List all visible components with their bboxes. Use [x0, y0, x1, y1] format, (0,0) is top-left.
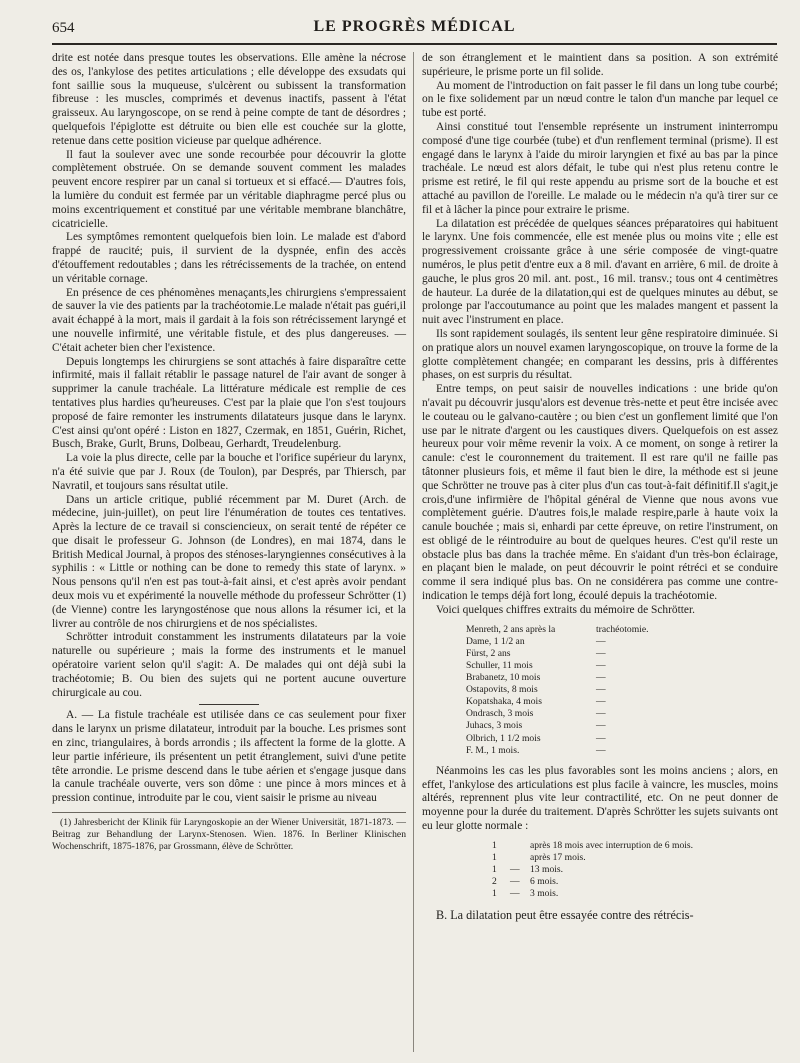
table-cell: après 18 mois avec interruption de 6 mois.: [530, 839, 694, 851]
table-cell: 13 mois.: [530, 863, 564, 875]
table-cell: 3 mois.: [530, 888, 559, 900]
paragraph: A. — La fistule trachéale est utilisée dans ce cas seulement pour fixer dans le larynx un prisme dilatateur, introduit par la bouche. Les prismes sont en zinc, triangulaires, à bords arrondis ; ils affectent la forme de la glotte. A leur partie inférieure, ils présentent un petit étranglement, suivi d'une petite tête arrondie. Le prisme descend dans le tube aérien et s'engage jusque dans la canule trachéale ouverte, vers son dôme : une pince à mors minces et à pression continue, introduite par le cou, vient saisir le prisme au niveau: [52, 709, 406, 805]
paragraph: Schrötter introduit constamment les instruments dilatateurs par la voie naturelle ou supérieure ; mais la forme des instruments et le manuel opératoire varient selon qu'il s'agit: A. De malades qui ont déjà subi la trachéotomie; B. Ou bien des sujets qui ne portent aucune ouverture chirurgicale au cou.: [52, 631, 406, 699]
table-row: [492, 840, 778, 852]
result: —: [596, 732, 606, 744]
patient-name: Fürst, 2 ans: [466, 647, 511, 659]
table-row: [492, 852, 778, 864]
table-cell: [510, 852, 530, 864]
table-cell: 6 mois.: [530, 875, 559, 887]
paragraph: La dilatation est précédée de quelques séances préparatoires qui habituent le larynx. Une fois commencée, elle est menée plus ou moins vite ; elle est progressivement croissante grâce à une série composée de vingt-quatre numéros, le plus petit d'entre eux a 8 mil. d'avant en arrière, 6 mil. de droite à gauche, le plus gros 20 mil. ant. post., 16 mil. transv.; tous ont 4 centimètres de hauteur. La durée de la dilatation,qui est de quelques minutes au début, se prolonge par l'accoutumance au point que les malades mangent et passent la nuit avec l'instrument en place.: [422, 217, 778, 327]
table-row: [466, 684, 778, 696]
table-cell: 1: [492, 839, 497, 851]
paragraph: La voie la plus directe, celle par la bouche et l'orifice supérieur du larynx, n'a été suivie que par J. Roux (de Toulon), par Després, par Thiersch, par Navratil, et toujours sans résultat utile.: [52, 452, 406, 492]
paragraph: Depuis longtemps les chirurgiens se sont attachés à faire disparaître cette infirmité, mais il fallait rétablir le passage naturel de l'air avant de songer à supprimer la canule trachéale. La littérature médicale est remplie de ces tentatives plus hardies qu'heureuses. C'est par la plaie que l'on s'est toujours proposé de faire remonter les instruments dilatateurs jusque dans le larynx. C'est ainsi qu'ont opéré : Liston en 1827, Czermak, en 1851, Guérin, Richet, Busch, Brake, Gurlt, Bruns, Dolbeau, Gerhardt, Treudelenburg.: [52, 355, 406, 451]
paragraph: Néanmoins les cas les plus favorables sont les moins anciens ; alors, en effet, l'ankylose des articulations est plus facile à vaincre, les muscles, moins altérés, reprennent plus vite leur contractilité, etc. On ne peut donner de moyenne pour la durée du traitement. D'après Schrötter les sujets suivants ont eu leur glotte normale :: [422, 764, 778, 832]
paragraph: de son étranglement et le maintient dans sa position. A son extrémité supérieure, le prisme porte un fil solide.: [422, 52, 778, 78]
header-rule: [52, 43, 777, 45]
table-cell: —: [510, 875, 520, 887]
table-row: [466, 636, 778, 648]
patient-stats-table: [466, 624, 778, 757]
patient-name: F. M., 1 mois.: [466, 744, 520, 756]
paragraph: En présence de ces phénomènes menaçants,les chirurgiens s'empressaient de sauver la vie des patients par la trachéotomie.Le malade n'était pas guéri,il avait échappé à la mort, mais il gardait à la fois son rétrécissement laryngé et une nouvelle infirmité, une véritable fistule, et des plus dangereuses. — C'était acheter bien cher l'existence.: [52, 286, 406, 354]
result: —: [596, 684, 606, 696]
paragraph: drite est notée dans presque toutes les observations. Elle amène la nécrose des os, l'ankylose des petites articulations ; elle développe des exsudats qui font saillie sous la muqueuse, s'ulcèrent ou subissent la transformation fibreuse : les muscles, comprimés et devenus inactifs, passent à l'état graisseux. Au laryngoscope, on se rend à peine compte de tant de désordres ; quelquefois l'épiglotte est détruite ou bien elle est couchée sur la glotte, retenue dans cette position vicieuse par quelque adhérence.: [52, 52, 406, 147]
patient-name: Juhacs, 3 mois: [466, 720, 523, 732]
column-separator: [413, 52, 414, 1052]
table-row: [466, 720, 778, 732]
paragraph: Au moment de l'introduction on fait passer le fil dans un long tube courbé; on le fixe solidement par un nœud contre le talon d'un manche par lequel ce tube est porté.: [422, 79, 778, 120]
patient-name: Dame, 1 1/2 an: [466, 635, 525, 647]
table-row: [492, 888, 778, 900]
patient-name: Kopatshaka, 4 mois: [466, 696, 542, 708]
paragraph: Il faut la soulever avec une sonde recourbée pour découvrir la glotte complètement obstruée. On se demande souvent comment les malades peuvent encore respirer par un canal si tortueux et si effacé.— D'autres fois, la lumière du conduit est fermée par un véritable diaphragme percé plus ou moins excentriquement et constitué par une véritable membrane blanchâtre, cicatricielle.: [52, 148, 406, 230]
paragraph: Voici quelques chiffres extraits du mémoire de Schrötter.: [436, 603, 695, 616]
footnote: (1) Jahresbericht der Klinik für Laryngoskopie an der Wiener Universität, 1871-1873. — Beitrag zur Behandlung der Larynx-Stenosen. Wien. 1876. In Berliner Klinischen Wochenschrift, 1875-1876, par Grossmann, élève de Schrötter.: [52, 817, 406, 853]
table-row: [466, 648, 778, 660]
patient-name: Brabanetz, 10 mois: [466, 672, 541, 684]
table-cell: 1: [492, 888, 497, 900]
table-row: [466, 660, 778, 672]
journal-title: LE PROGRÈS MÉDICAL: [313, 18, 516, 35]
table-cell: 1: [492, 863, 497, 875]
left-column: [52, 52, 406, 853]
table-cell: —: [510, 888, 520, 900]
table-row: [466, 745, 778, 757]
table-cell: —: [510, 863, 520, 875]
patient-name: Ondrasch, 3 mois: [466, 708, 534, 720]
result: —: [596, 659, 606, 671]
table-cell: 2: [492, 875, 497, 887]
patient-name: Ostapovits, 8 mois: [466, 684, 538, 696]
patient-name: Schuller, 11 mois: [466, 659, 533, 671]
table-cell: [510, 840, 530, 852]
result: —: [596, 647, 606, 659]
result: —: [596, 744, 606, 756]
result: —: [596, 672, 606, 684]
paragraph: Ainsi constitué tout l'ensemble représente un instrument ininterrompu composé d'une tige courbée (tube) et d'un renflement terminal (prisme). Il est engagé dans le larynx à l'aide du miroir laryngien et fixé au bas par la pince trachéale. Le nœud est alors défait, le tube qui n'est plus retenu contre le prisme est retiré, le fil qui reste appendu au prisme sort de la bouche et est attaché au pavillon de l'oreille. Le malade ou le médecin n'a qu'à tirer sur ce fil et à lâcher la pince pour extraire le prisme.: [422, 120, 778, 216]
table-cell: 1: [492, 851, 497, 863]
page-number: 654: [52, 20, 75, 36]
right-column: [422, 52, 778, 923]
section-divider: [199, 704, 259, 705]
result: —: [596, 708, 606, 720]
result: —: [596, 720, 606, 732]
table-row: [466, 696, 778, 708]
result: —: [596, 635, 606, 647]
footnotes: [52, 812, 406, 853]
closing-paragraph: B. La dilatation peut être essayée contre des rétrécis-: [436, 908, 694, 923]
table-row: [466, 624, 778, 636]
paragraph: Entre temps, on peut saisir de nouvelles indications : une bride qu'on n'avait pu découvrir jusqu'alors est devenue très-nette et peut être incisée avec le couteau ou le galvano-cautère ; ou bien c'est un gonflement limité que l'on use par le nitrate d'argent ou les caustiques divers. Quelquefois on est assez heureux pour voir même revenir la voix. A ce moment, on songe à retirer la canule: c'est le couronnement du traitement. Il est rare qu'il ne faille pas tâtonner plusieurs fois, et même il faut bien le dire, la méthode est si jeune que Schrötter ne trouve pas à citer plus d'un cas tout-à-fait définitif.Il s'agit,je crois,d'une infirmière de l'hôpital général de Vienne que nous avons vue complètement guérie. D'autres fois,le malade respire,parle à haute voix la canule bouchée ; mais si, enhardi par cette épreuve, on retire l'instrument, on est obligé de le réintroduire au bout de quelques heures. C'est qu'il reste un obstacle plus bas dans la trachée même. En s'aidant d'un très-bon éclairage, en plaçant bien le malade, on peut découvrir le point rétréci et se conduire comme il sera indiqué plus bas. On ne considérera pas comme une contre-indication le temps déjà fort long, écoulé depuis la trachéotomie.: [422, 383, 778, 603]
paragraph: Ils sont rapidement soulagés, ils sentent leur gêne respiratoire diminuée. Si on pratique alors un nouvel examen laryngoscopique, on trouve la forme de la glotte complètement changée; en comparant les dessins, pris à différentes phases, on est surpris du résultat.: [422, 327, 778, 382]
result: —: [596, 696, 606, 708]
table-row: [466, 672, 778, 684]
paragraph: Les symptômes remontent quelquefois bien loin. Le malade est d'abord frappé de raucité; puis, il survient de la dyspnée, enfin des accès d'étouffement redoutables ; dans les rétrécissements de la trachée, on entend un véritable cornage.: [52, 231, 406, 285]
table-row: [466, 733, 778, 745]
page-header: [52, 18, 777, 42]
paragraph: Dans un article critique, publié récemment par M. Duret (Arch. de médecine, juin-juillet), on peut lire l'énumération de toutes ces tentatives. Après la lecture de ce travail si consciencieux, on serait tenté de répéter ce que disait le professeur G. Johnson (de Londres), en mai 1874, dans le British Medical Journal, à propos des sténoses-laryngiennes consécutives à la syphilis : « Little or nothing can be done to remedy this state of larynx. » Nous pensons qu'il n'en est pas tout-à-fait ainsi, et c'est après avoir pendant deux mois vu et expérimenté la nouvelle méthode du professeur Schrötter (1) (de Vienne) contre les laryngosténose que nous allons la résumer ici, et la livrer au contrôle de nos chirurgiens et de nos spécialistes.: [52, 493, 406, 630]
table-row: [466, 708, 778, 720]
result: trachéotomie.: [596, 623, 649, 635]
patient-name: Menreth, 2 ans après la: [466, 623, 556, 635]
normal-glottis-table: [492, 840, 778, 900]
table-row: [492, 864, 778, 876]
table-cell: après 17 mois.: [530, 851, 586, 863]
table-row: [492, 876, 778, 888]
patient-name: Olbrich, 1 1/2 mois: [466, 732, 541, 744]
